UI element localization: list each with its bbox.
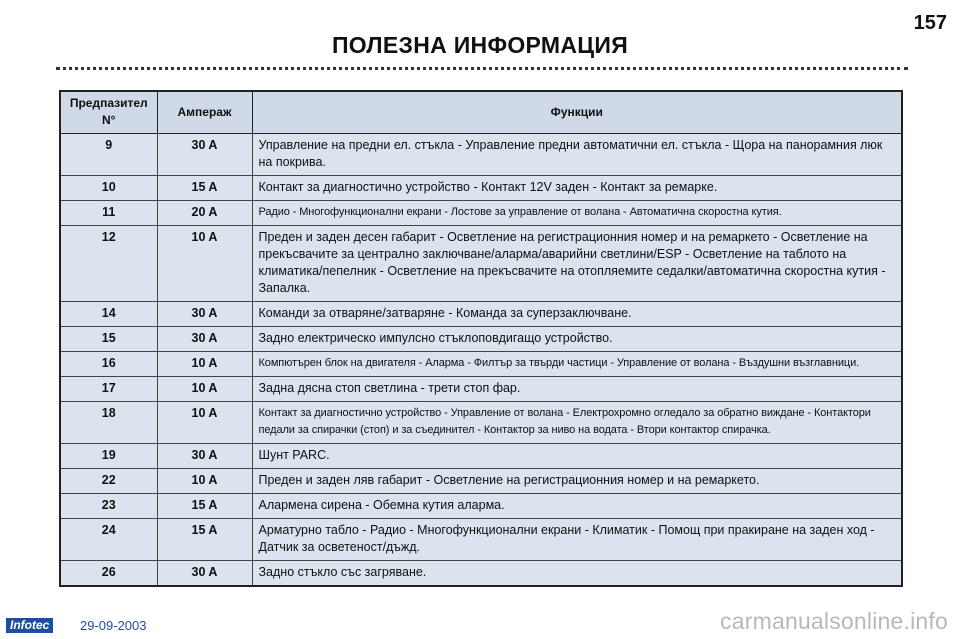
fuse-number: 12 xyxy=(60,226,157,302)
table-row xyxy=(60,377,902,402)
table-row xyxy=(60,519,902,561)
fuse-amperage: 10 A xyxy=(157,469,252,494)
fuse-functions: Преден и заден ляв габарит - Осветление на регистрационния номер и на ремаркето. xyxy=(252,469,902,494)
fuse-functions: Управление на предни ел. стъкла - Управление предни автоматични ел. стъкла - Щора на панорамния люк на покрива. xyxy=(252,134,902,176)
table-row xyxy=(60,226,902,302)
fuse-functions: Задно електрическо импулсно стъклоповдигащо устройство. xyxy=(252,327,902,352)
table-row xyxy=(60,302,902,327)
table-row xyxy=(60,469,902,494)
table-row xyxy=(60,561,902,587)
infotec-logo: Infotec xyxy=(6,618,53,633)
fuse-amperage: 10 A xyxy=(157,226,252,302)
table-row xyxy=(60,352,902,377)
table-row xyxy=(60,201,902,226)
fuse-amperage: 10 A xyxy=(157,352,252,377)
fuse-amperage: 15 A xyxy=(157,519,252,561)
table-row xyxy=(60,402,902,444)
table-row xyxy=(60,444,902,469)
table-row xyxy=(60,494,902,519)
fuse-amperage: 15 A xyxy=(157,176,252,201)
fuse-number: 9 xyxy=(60,134,157,176)
fuse-number: 24 xyxy=(60,519,157,561)
fuse-functions: Команди за отваряне/затваряне - Команда за суперзаключване. xyxy=(252,302,902,327)
fuse-amperage: 10 A xyxy=(157,402,252,444)
fuse-amperage: 10 A xyxy=(157,377,252,402)
fuse-number: 23 xyxy=(60,494,157,519)
column-header-functions: Функции xyxy=(252,91,902,134)
fuse-table xyxy=(59,90,903,587)
fuse-amperage: 30 A xyxy=(157,302,252,327)
table-row xyxy=(60,327,902,352)
fuse-functions: Преден и заден десен габарит - Осветление на регистрационния номер и на ремаркето - Осветление на прекъсвачите за централно заключване/аларма/аварийни светлини/ESP - Осветление на таблото на климатика/пепелник - Осветление на прекъсвачите на отопляемите седалки/автоматична скоростна кутия - Запалка. xyxy=(252,226,902,302)
fuse-number: 14 xyxy=(60,302,157,327)
column-header-fuse: Предпазител N° xyxy=(60,91,157,134)
column-header-amperage: Ампераж xyxy=(157,91,252,134)
dotted-divider xyxy=(56,67,908,70)
fuse-functions: Радио - Многофункционални екрани - Лостове за управление от волана - Автоматична скоростна кутия. xyxy=(252,201,902,226)
fuse-functions: Контакт за диагностично устройство - Управление от волана - Електрохромно огледало за обратно виждане - Контактори педали за спирачки (стоп) и за съединител - Контактор за ниво на водата - Втори контактор спирачка. xyxy=(252,402,902,444)
fuse-functions: Задна дясна стоп светлина - трети стоп фар. xyxy=(252,377,902,402)
fuse-functions: Задно стъкло със загряване. xyxy=(252,561,902,587)
fuse-number: 17 xyxy=(60,377,157,402)
fuse-number: 11 xyxy=(60,201,157,226)
fuse-functions: Арматурно табло - Радио - Многофункционални екрани - Климатик - Помощ при пракиране на заден ход - Датчик за осветеност/дъжд. xyxy=(252,519,902,561)
page-number: 157 xyxy=(913,12,947,34)
fuse-number: 16 xyxy=(60,352,157,377)
fuse-amperage: 30 A xyxy=(157,327,252,352)
fuse-amperage: 30 A xyxy=(157,134,252,176)
fuse-number: 15 xyxy=(60,327,157,352)
fuse-number: 10 xyxy=(60,176,157,201)
fuse-functions: Алармена сирена - Обемна кутия аларма. xyxy=(252,494,902,519)
fuse-functions: Компютърен блок на двигателя - Аларма - Филтър за твърди частици - Управление от волана - Въздушни възглавници. xyxy=(252,352,902,377)
fuse-number: 22 xyxy=(60,469,157,494)
fuse-functions: Контакт за диагностично устройство - Контакт 12V заден - Контакт за ремарке. xyxy=(252,176,902,201)
fuse-amperage: 30 A xyxy=(157,561,252,587)
table-header-row xyxy=(60,91,902,134)
fuse-amperage: 30 A xyxy=(157,444,252,469)
fuse-functions: Шунт PARC. xyxy=(252,444,902,469)
fuse-number: 26 xyxy=(60,561,157,587)
table-row xyxy=(60,134,902,176)
fuse-amperage: 15 A xyxy=(157,494,252,519)
watermark: carmanualsonline.info xyxy=(720,608,948,634)
page-title: ПОЛЕЗНА ИНФОРМАЦИЯ xyxy=(331,32,629,58)
fuse-amperage: 20 A xyxy=(157,201,252,226)
footer-date: 29-09-2003 xyxy=(80,618,147,633)
table-row xyxy=(60,176,902,201)
fuse-number: 18 xyxy=(60,402,157,444)
fuse-number: 19 xyxy=(60,444,157,469)
